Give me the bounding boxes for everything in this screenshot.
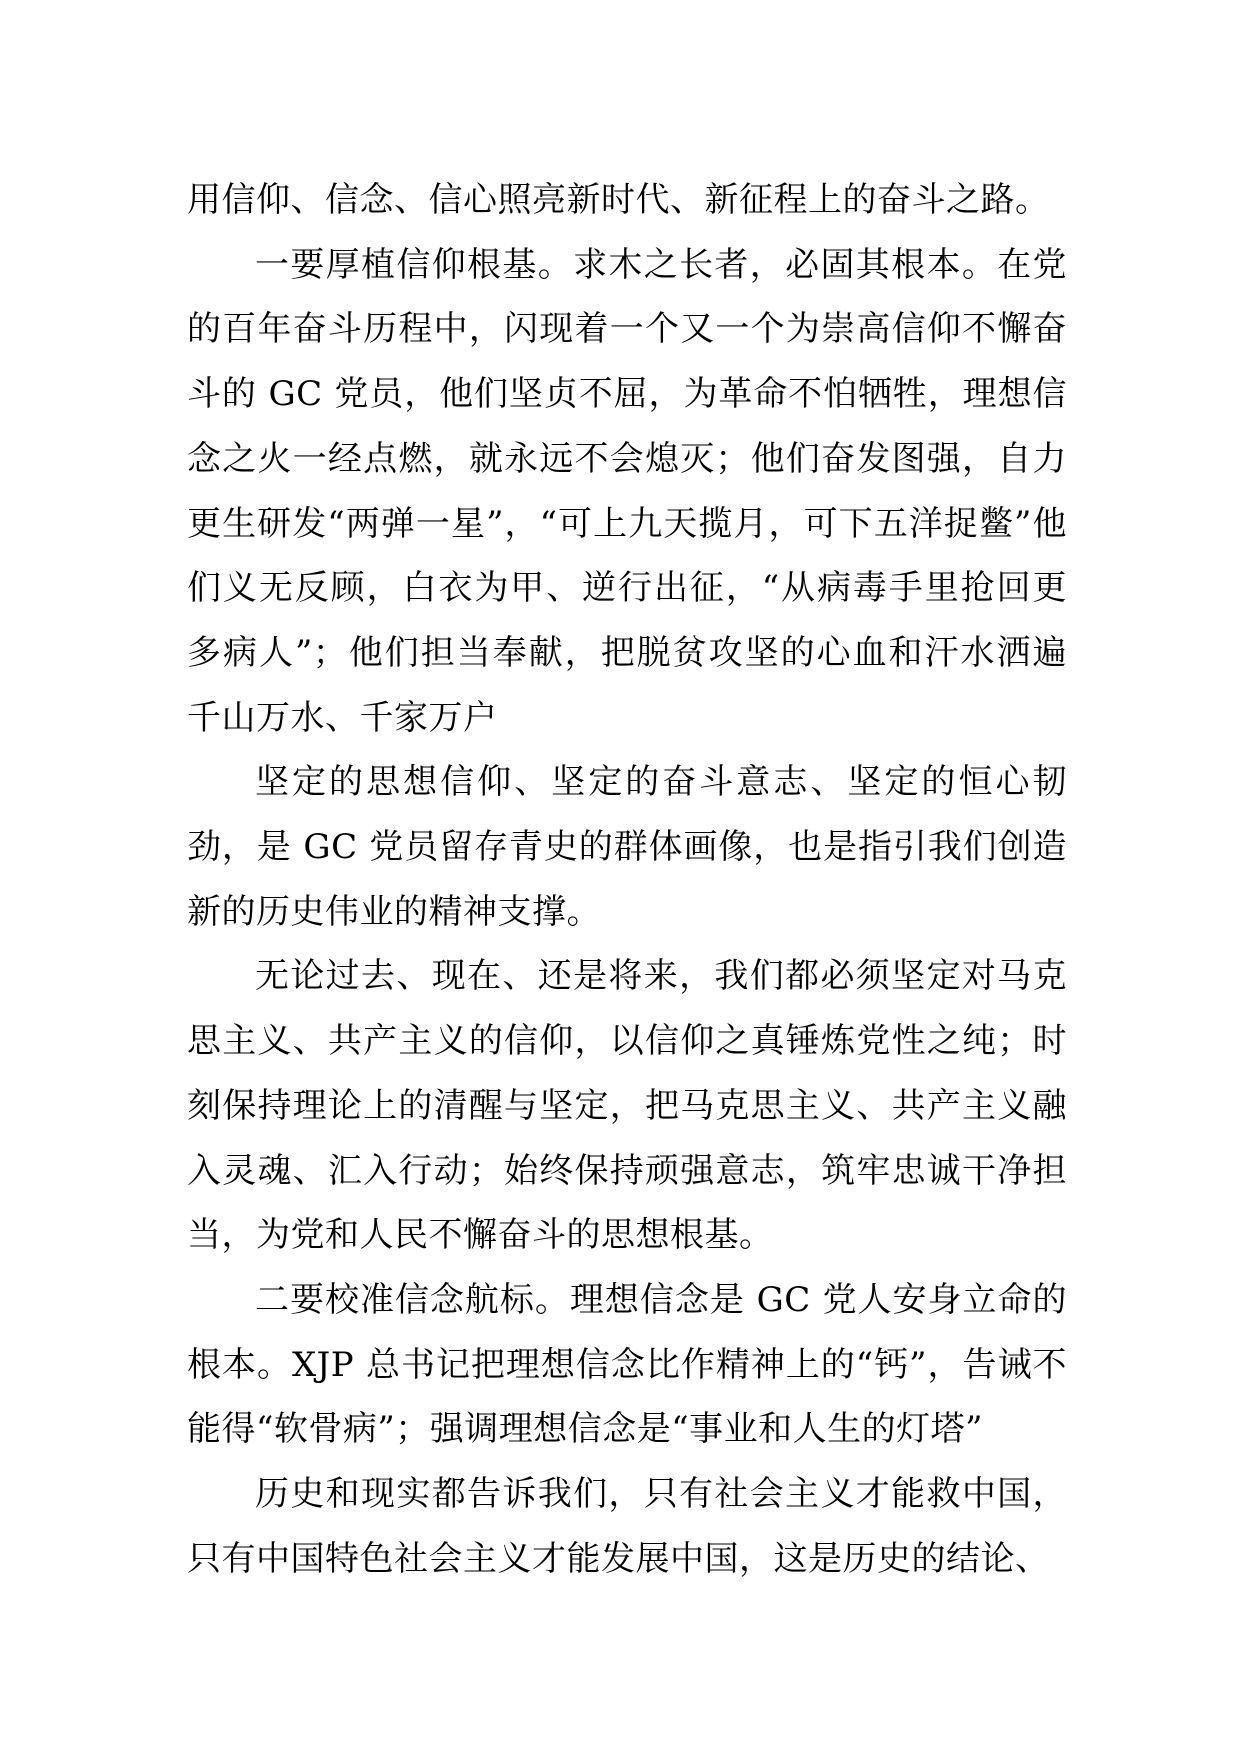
paragraph-5: 二要校准信念航标。理想信念是 GC 党人安身立命的根本。XJP 总书记把理想信念比作精神上的“钙”，告诫不能得“软骨病”；强调理想信念是“事业和人生的灯塔” [187, 1279, 1067, 1450]
paragraph-4: 无论过去、现在、还是将来，我们都必须坚定对马克思主义、共产主义的信仰，以信仰之真锤炼党性之纯；时刻保持理论上的清醒与坚定，把马克思主义、共产主义融入灵魂、汇入行动；始终保持顽强意志，筑牢忠诚干净担当，为党和人民不懈奋斗的思想根基。 [187, 956, 1067, 1256]
paragraph-3: 坚定的思想信仰、坚定的奋斗意志、坚定的恒心韧劲，是 GC 党员留存青史的群体画像，也是指引我们创造新的历史伟业的精神支撑。 [187, 762, 1067, 932]
paragraph-6: 历史和现实都告诉我们，只有社会主义才能救中国，只有中国特色社会主义才能发展中国，这是历史的结论、 [187, 1474, 1067, 1579]
paragraph-1: 用信仰、信念、信心照亮新时代、新征程上的奋斗之路。 [187, 180, 1050, 220]
document-body [187, 168, 1067, 1591]
paragraph-2: 一要厚植信仰根基。求木之长者，必固其根本。在党的百年奋斗历程中，闪现着一个又一个为崇高信仰不懈奋斗的 GC 党员，他们坚贞不屈，为革命不怕牺牲，理想信念之火一经点燃，就永远不会熄灭；他们奋发图强，自力更生研发“两弹一星”，“可上九天揽月，可下五洋捉鳖”他们义无反顾，白衣为甲、逆行出征，“从病毒手里抢回更多病人”；他们担当奉献，把脱贫攻坚的心血和汗水洒遍千山万水、千家万户 [187, 244, 1067, 738]
